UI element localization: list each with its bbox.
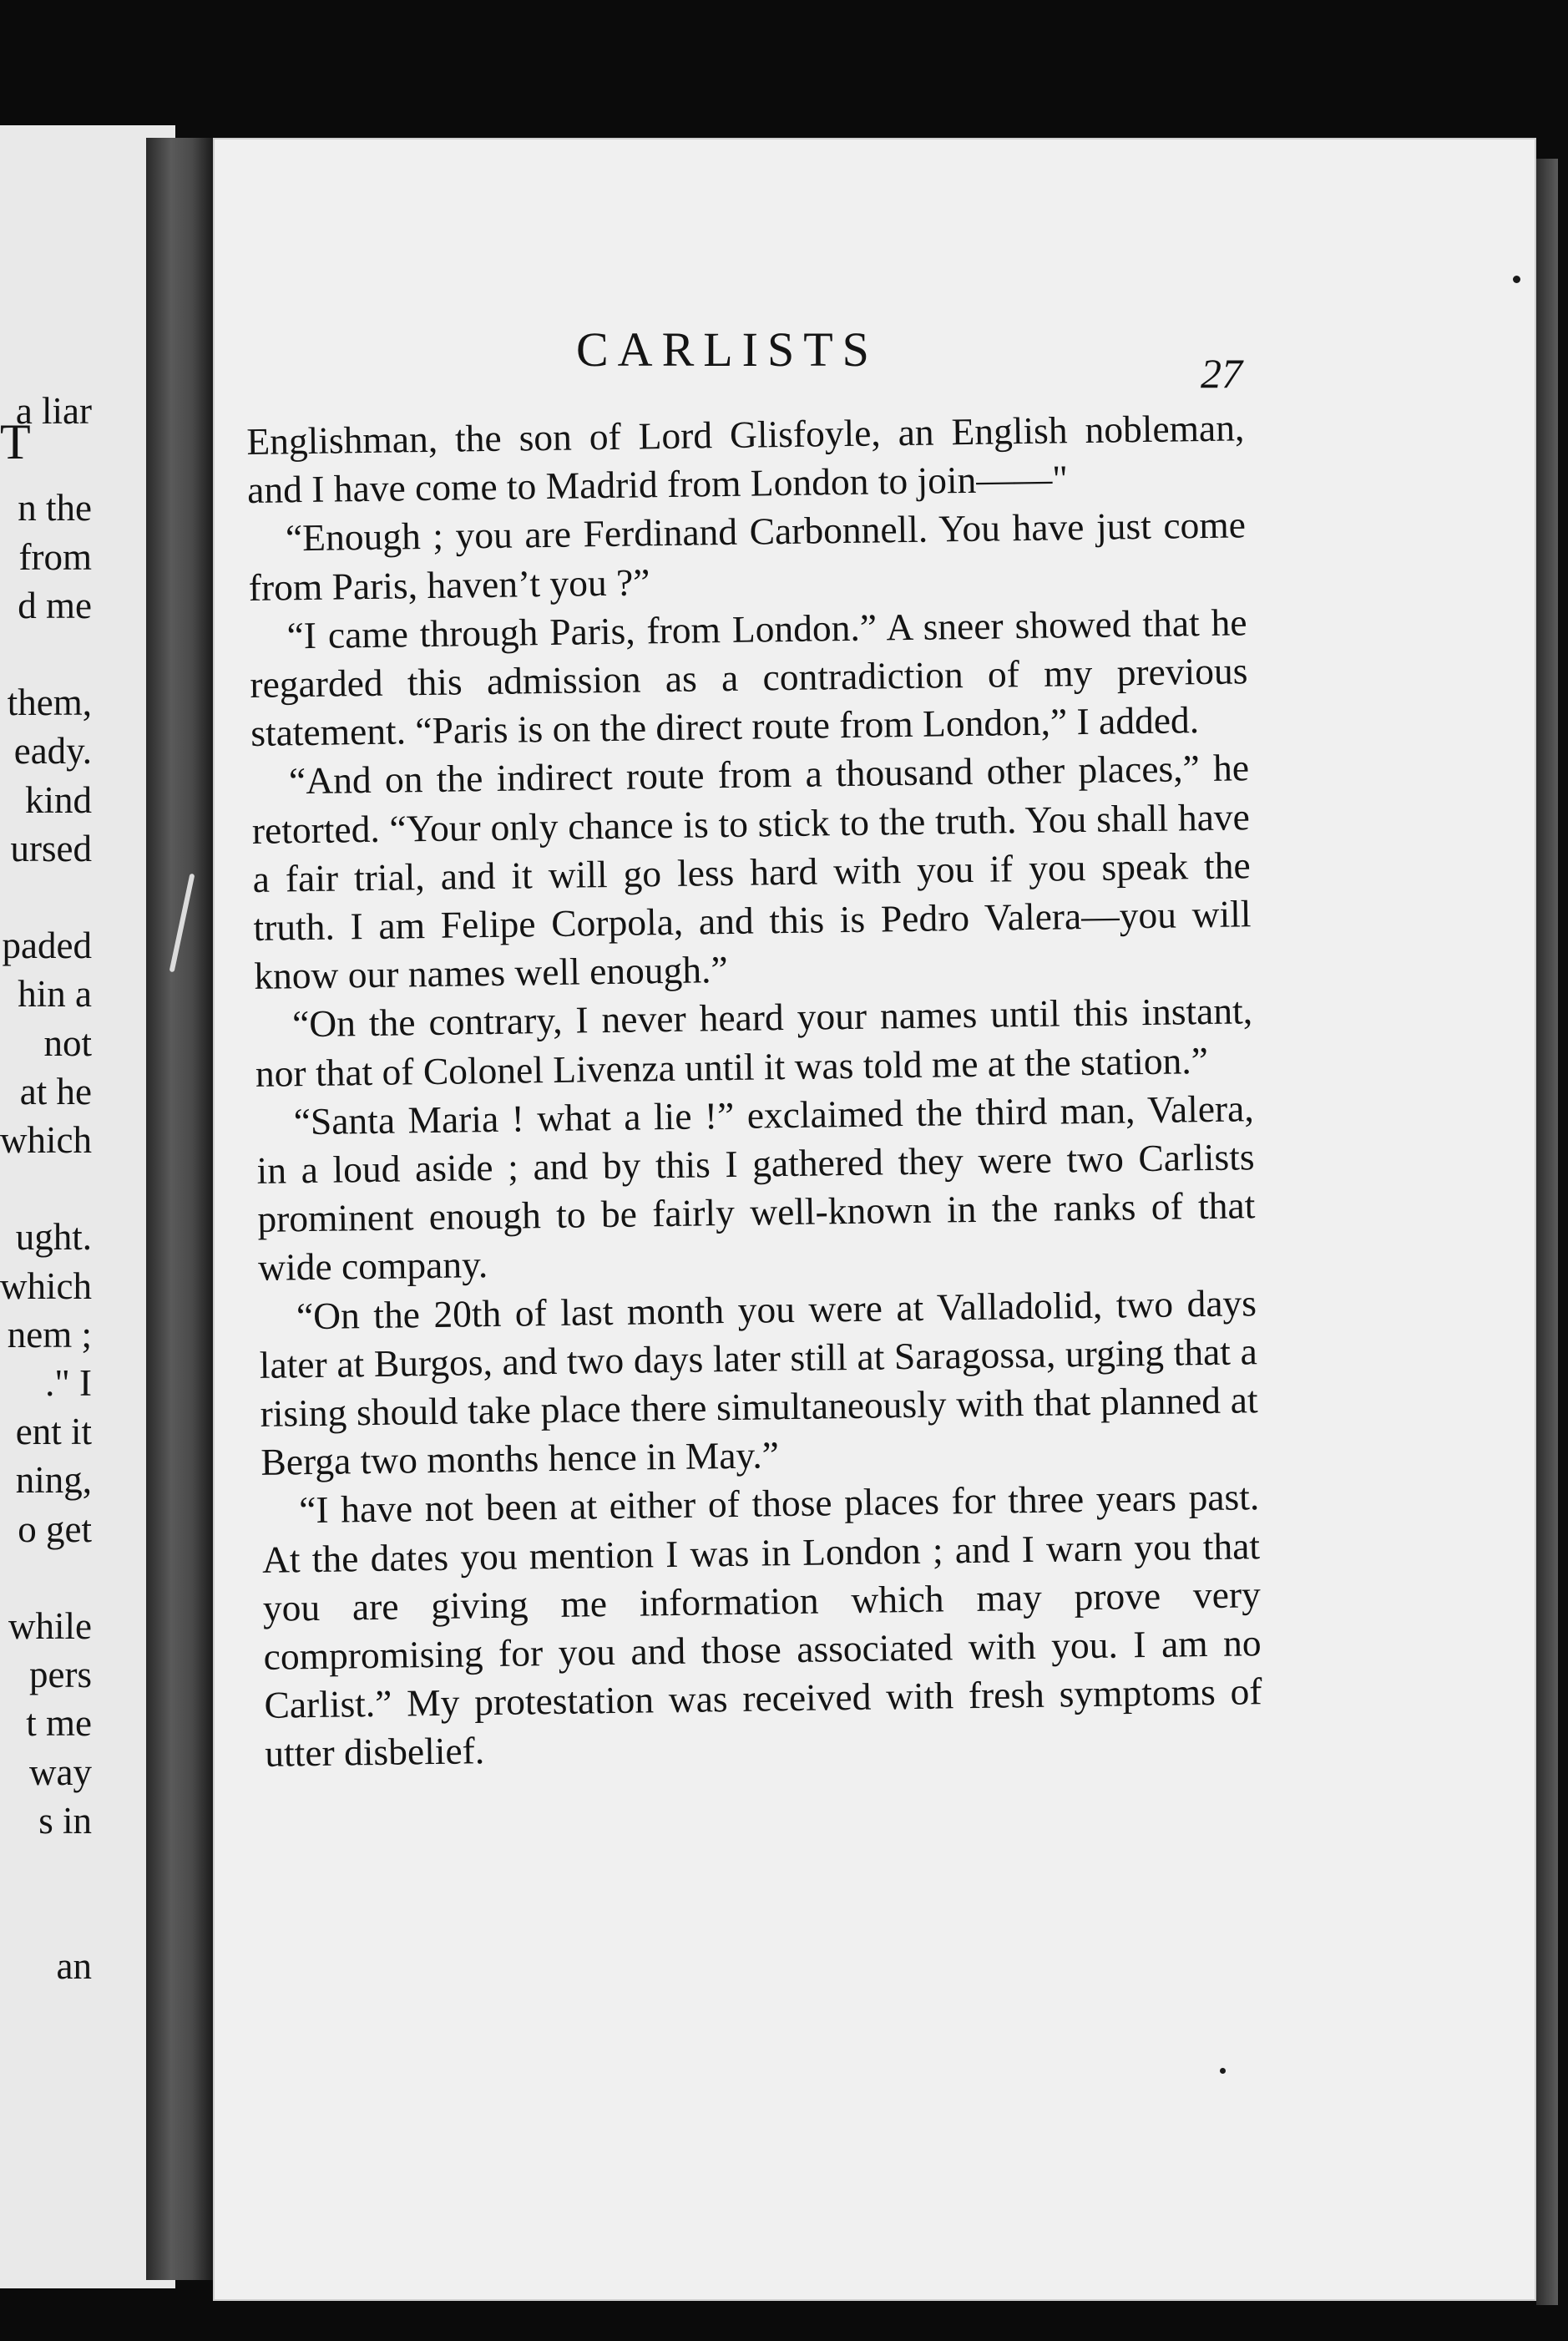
ink-speck <box>1220 2068 1226 2074</box>
facing-page-line: paded <box>2 925 92 967</box>
facing-page-line: not <box>43 1021 92 1064</box>
facing-page-line: ught. <box>15 1216 92 1259</box>
running-head: CARLISTS <box>576 322 878 377</box>
facing-page-line: ning, <box>15 1459 92 1502</box>
facing-page-line: s in <box>38 1799 92 1842</box>
paragraph: “I have not been at either of those places for three years past. At the dates you mention I was in London ; and I warn you that you are giving me information which may prove very compromising for you and those associated with you. I am no Carlist.” My protestation was received with fresh symptoms of utter disbelief. <box>261 1475 1262 1776</box>
facing-page-line: ursed <box>10 827 92 869</box>
facing-page-line: which <box>0 1264 92 1307</box>
facing-page-line: them, <box>7 682 92 724</box>
facing-page-line: eady. <box>13 730 92 773</box>
facing-page-line: t me <box>26 1702 92 1745</box>
facing-page-line: an <box>56 1945 92 1988</box>
facing-page-line: d me <box>18 584 92 626</box>
paragraph: “I came through Paris, from London.” A sneer showed that he regarded this admission as a contradiction of my previous statement. “Paris is on the direct route from London,” I added. <box>250 600 1248 755</box>
facing-page-line: a liar <box>15 390 92 432</box>
paragraph: “Santa Maria ! what a lie !” exclaimed the third man, Valera, in a loud aside ; and by this I gathered they were two Carlists prominent enough to be fairly well-known in the ranks of that wide company. <box>256 1087 1256 1290</box>
facing-page-line: kind <box>24 778 92 821</box>
facing-page-line: at he <box>19 1070 92 1112</box>
paragraph: Englishman, the son of Lord Glisfoyle, an English nobleman, and I have come to Madrid from London to join——" <box>246 406 1245 512</box>
paragraph: “On the 20th of last month you were at Valladolid, two days later at Burgos, and two days later still at Saragossa, urging that a rising should take place there simultaneously with that planned at Berga two months hence in May.” <box>259 1280 1258 1484</box>
facing-page-line: ent it <box>15 1411 92 1453</box>
ink-speck <box>1513 276 1520 283</box>
page-edge <box>1536 159 1558 2305</box>
facing-page-line: pers <box>29 1654 92 1696</box>
facing-page-line: which <box>0 1119 92 1161</box>
paragraph: “On the contrary, I never heard your names until this instant, nor that of Colonel Livenza until it was told me at the station.” <box>255 989 1253 1095</box>
facing-page-line: while <box>8 1605 92 1647</box>
facing-page-header-fragment: T <box>0 414 33 469</box>
body-text <box>246 403 1263 1778</box>
paragraph: “Enough ; you are Ferdinand Carbonnell. You have just come from Paris, haven’t you ?” <box>248 503 1247 609</box>
facing-page-line: n the <box>18 487 92 530</box>
facing-page-line: o get <box>18 1507 92 1550</box>
facing-page-line: hin a <box>18 973 92 1016</box>
facing-page-line: nem ; <box>7 1313 92 1355</box>
page-number: 27 <box>1201 350 1242 397</box>
facing-page-line: from <box>18 535 92 578</box>
facing-page-line: ." I <box>45 1362 92 1404</box>
facing-page-line: way <box>29 1751 92 1793</box>
paragraph: “And on the indirect route from a thousand other places,” he retorted. “Your only chance is to stick to the truth. You shall have a fair trial, and it will go less hard with you if you speak the truth. I am Felipe Corpola, and this is Pedro Valera—you will know our names well enough.” <box>251 746 1252 998</box>
